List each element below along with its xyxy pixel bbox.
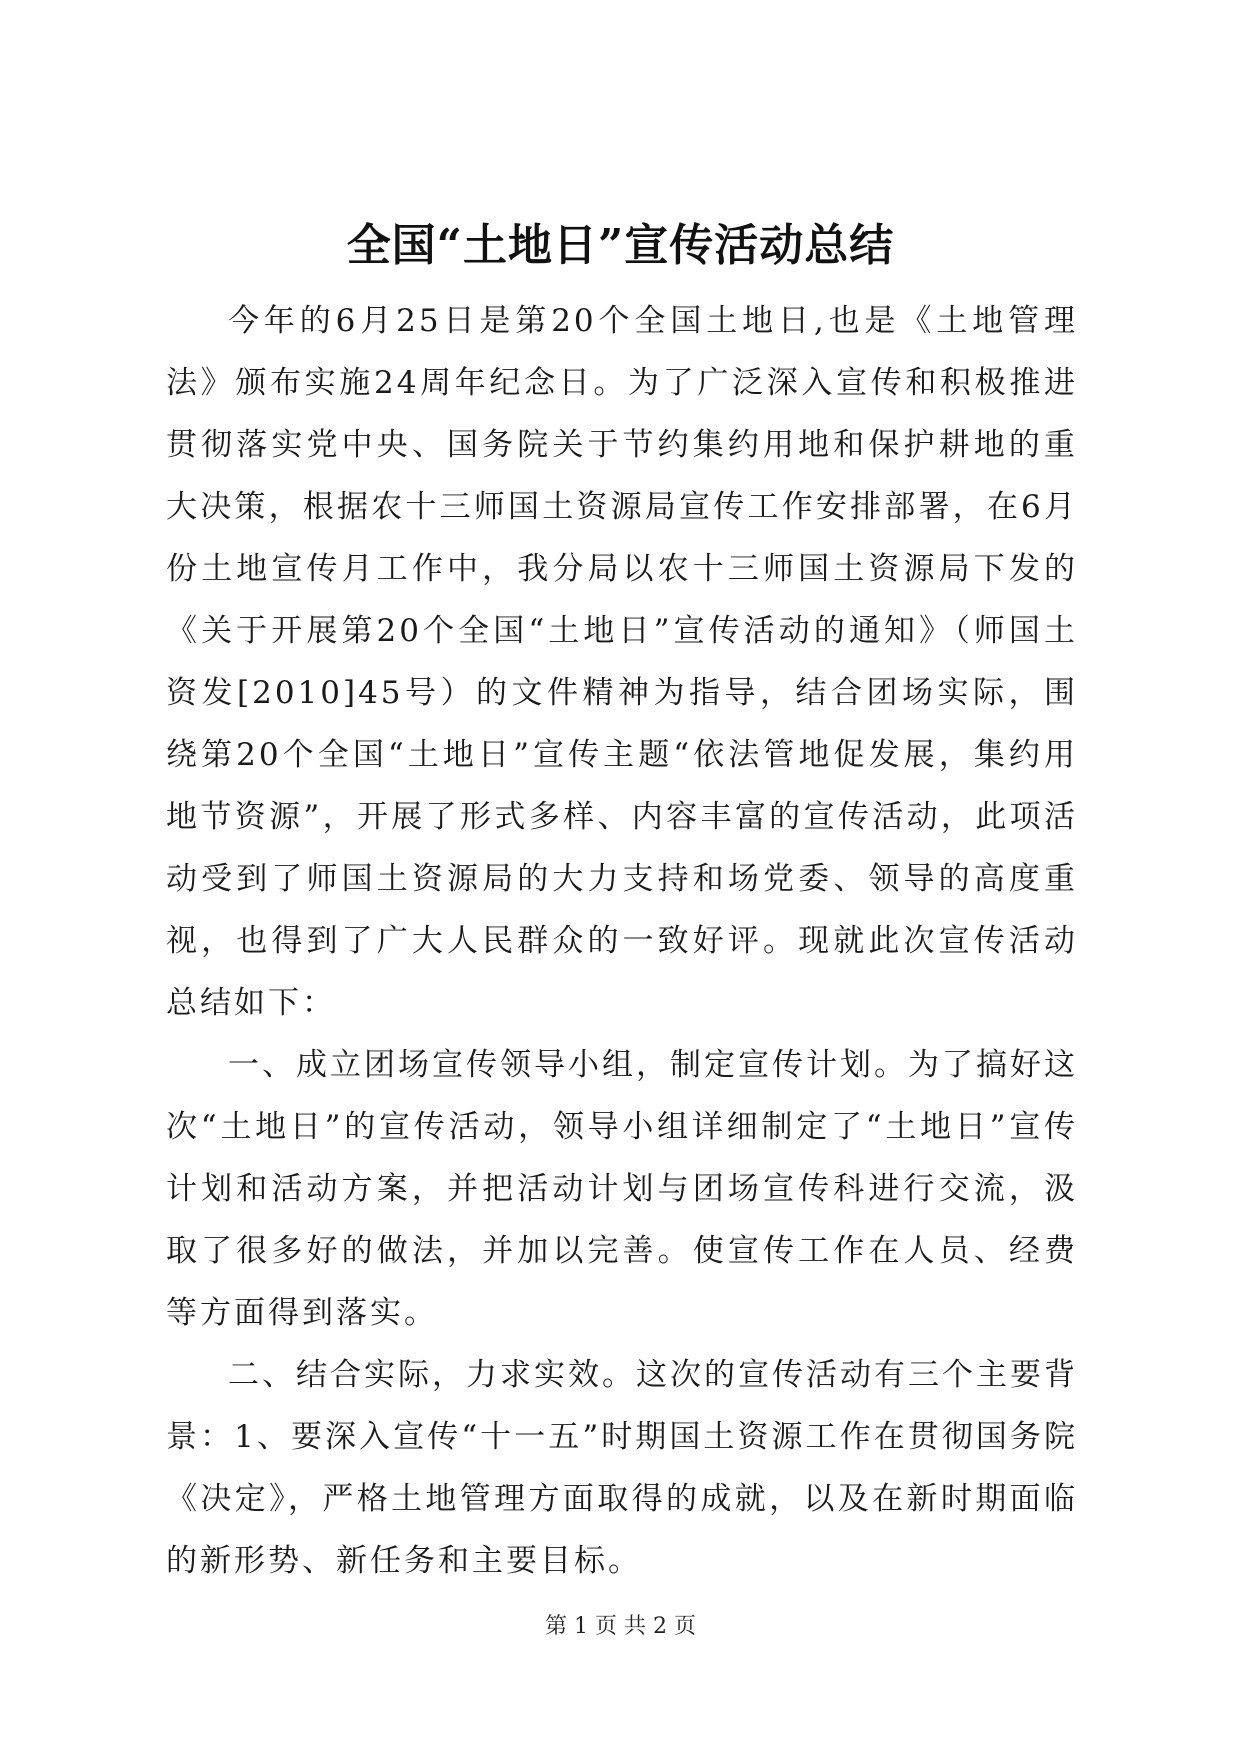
document-body (166, 290, 1078, 1592)
page-number-footer: 第 1 页 共 2 页 (545, 1614, 696, 1639)
document-title: 全国“土地日”宣传活动总结 (346, 220, 895, 271)
paragraph-section-2: 二、结合实际，力求实效。这次的宣传活动有三个主要背景：1、要深入宣传“十一五”时期国土资源工作在贯彻国务院《决定》，严格土地管理方面取得的成就，以及在新时期面临的新形势、新任务和主要目标。 (166, 1357, 1078, 1579)
paragraph-intro: 今年的6月25日是第20个全国土地日,也是《土地管理法》颁布实施24周年纪念日。为了广泛深入宣传和积极推进贯彻落实党中央、国务院关于节约集约用地和保护耕地的重大决策，根据农十三师国土资源局宣传工作安排部署，在6月份土地宣传月工作中，我分局以农十三师国土资源局下发的《关于开展第20个全国“土地日”宣传活动的通知》（师国土资发[2010]45号）的文件精神为指导，结合团场实际，围绕第20个全国“土地日”宣传主题“依法管地促发展，集约用地节资源”，开展了形式多样、内容丰富的宣传活动，此项活动受到了师国土资源局的大力支持和场党委、领导的高度重视，也得到了广大人民群众的一致好评。现就此次宣传活动总结如下： (166, 303, 1078, 1021)
paragraph-section-1: 一、成立团场宣传领导小组，制定宣传计划。为了搞好这次“土地日”的宣传活动，领导小组详细制定了“土地日”宣传计划和活动方案，并把活动计划与团场宣传科进行交流，汲取了很多好的做法，并加以完善。使宣传工作在人员、经费等方面得到落实。 (166, 1047, 1078, 1331)
